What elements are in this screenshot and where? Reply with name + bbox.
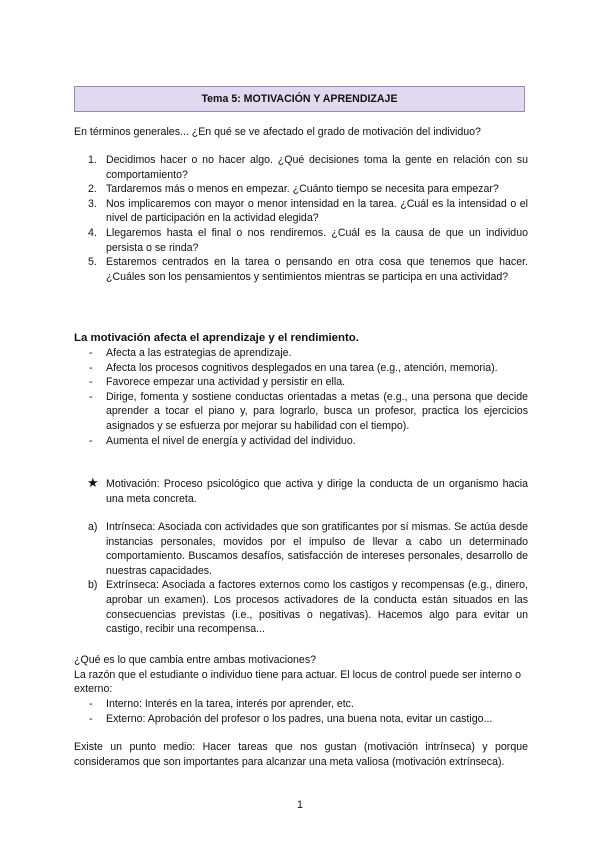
- list-item: 2. Tardaremos más o menos en empezar. ¿Cuánto tiempo se necesita para empezar?: [88, 183, 499, 196]
- list-item: a) Intrínseca: Asociada con actividades que son gratificantes por sí mismas. Se actúa desde instancias personales, movidos por el impulso de llevar a cabo un determinado comportamiento. Buscamos desafíos, satisfacción de intereses personales, desarrollo de nuestras capacidades.: [88, 521, 528, 577]
- motivation-types-list: [74, 520, 528, 637]
- list-item: - Dirige, fomenta y sostiene conductas orientadas a metas (e.g., una persona que decide aprender a tocar el piano y, para lograrlo, busca un profesor, practica los ejercicios asignados y se esfuerza por mejorar su habilidad con el tiempo).: [89, 390, 528, 432]
- list-item: - Externo: Aprobación del profesor o los padres, una buena nota, evitar un castigo...: [89, 712, 493, 725]
- list-item: - Interno: Interés en la tarea, interés por aprender, etc.: [89, 698, 354, 710]
- question-paragraph: [74, 653, 528, 697]
- list-item: 5. Estaremos centrados en la tarea o pensando en otra cosa que tenemos que hacer. ¿Cuáles son los pensamientos y sentimientos mientras se participa en una actividad?: [88, 256, 528, 283]
- list-item: - Afecta a las estrategias de aprendizaje.: [89, 347, 292, 359]
- list-item: - Afecta los procesos cognitivos desplegados en una tarea (e.g., atención, memoria).: [89, 361, 498, 374]
- list-item: 4. Llegaremos hasta el final o nos rendiremos. ¿Cuál es la causa de que un individuo persista o se rinda?: [88, 226, 528, 254]
- list-item: b) Extrínseca: Asociada a factores externos como los castigos y recompensas (e.g., dinero, aprobar un examen). Los procesos activadores de la conducta están situados en las consecuencias previstas (i.e., positivas o negativas). Hacemos algo para evitar un castigo, recibir una recompensa...: [88, 579, 528, 636]
- list-item: 3. Nos implicaremos con mayor o menor intensidad en la tarea. ¿Cuál es la intensidad o el nivel de participación en la actividad elegida?: [88, 197, 528, 225]
- list-item: 1. Decidimos hacer o no hacer algo. ¿Qué decisiones toma la gente en relación con su comportamiento?: [88, 154, 528, 181]
- section-heading: La motivación afecta el aprendizaje y el rendimiento.: [74, 332, 359, 344]
- star-icon: ★: [87, 475, 99, 490]
- middle-point-paragraph: Existe un punto medio: Hacer tareas que nos gustan (motivación intrínseca) y porque consideramos que son importantes para alcanzar una meta valiosa (motivación extrínseca).: [74, 741, 528, 768]
- list-item: - Favorece empezar una actividad y persistir en ella.: [89, 376, 346, 389]
- question-text: ¿Qué es lo que cambia entre ambas motivaciones?: [74, 654, 317, 666]
- page-title: Tema 5: MOTIVACIÓN Y APRENDIZAJE: [74, 86, 525, 112]
- questions-list: [74, 153, 528, 284]
- definition-item: [74, 477, 528, 506]
- definition-text: Motivación: Proceso psicológico que activa y dirige la conducta de un organismo hacia una meta concreta.: [106, 478, 528, 505]
- reason-text: La razón que el estudiante o individuo tiene para actuar. El locus de control puede ser interno o externo:: [74, 668, 522, 696]
- intro-paragraph: En términos generales... ¿En qué se ve afectado el grado de motivación del individuo?: [74, 126, 481, 138]
- effects-list: [74, 346, 528, 448]
- list-item: - Aumenta el nivel de energía y actividad del individuo.: [89, 434, 356, 447]
- locus-list: [74, 697, 528, 726]
- page-number: 1: [297, 799, 303, 811]
